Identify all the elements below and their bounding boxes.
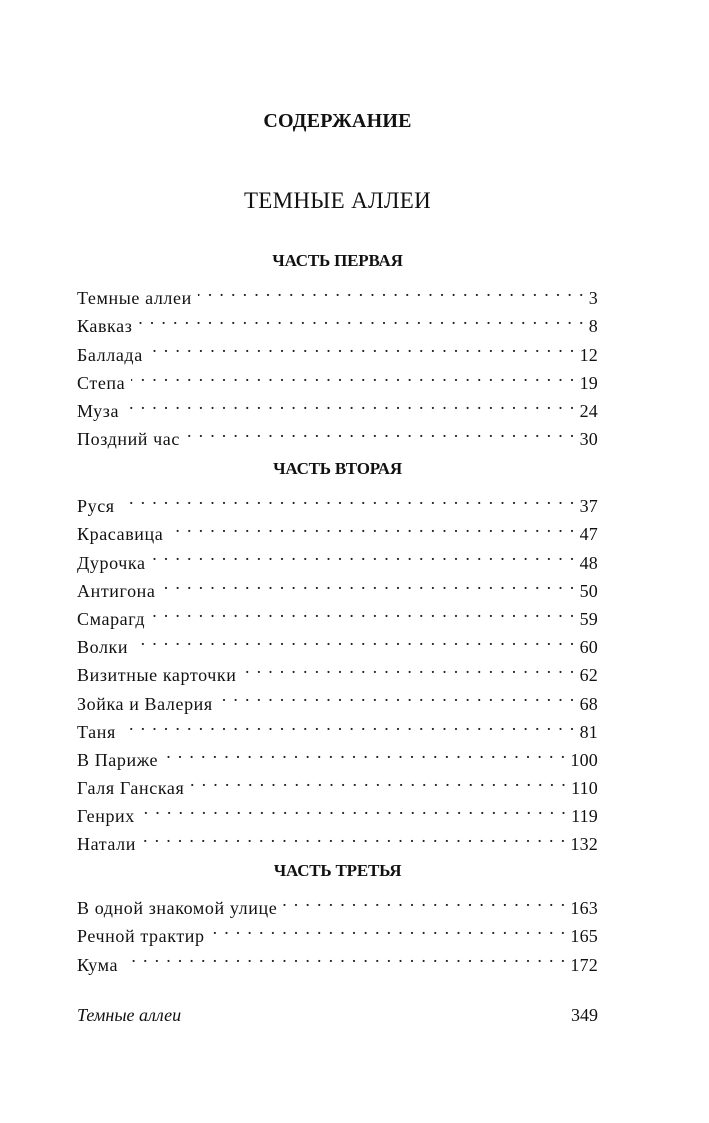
dot-leader — [198, 276, 585, 304]
toc-entry[interactable] — [77, 361, 598, 393]
dot-leader — [141, 794, 567, 822]
toc-entry[interactable] — [77, 484, 598, 517]
dot-leader — [131, 361, 575, 389]
entry-page-number: 60 — [579, 637, 598, 658]
entry-page-number: 62 — [579, 665, 598, 686]
entry-page-number: 19 — [579, 372, 598, 393]
page-number: 349 — [571, 1005, 598, 1025]
dot-leader — [169, 512, 575, 540]
entry-page-number: 30 — [579, 429, 598, 450]
toc-entry[interactable] — [77, 886, 598, 919]
entry-page-number: 172 — [570, 954, 598, 975]
entry-title: Дурочка — [77, 552, 146, 573]
dot-leader — [152, 540, 576, 568]
dot-leader — [125, 389, 576, 417]
entry-title: Антигона — [77, 580, 156, 601]
dot-leader — [211, 914, 567, 942]
dot-leader — [219, 681, 576, 709]
dot-leader — [151, 597, 575, 625]
toc-entry[interactable] — [77, 417, 598, 450]
dot-leader — [164, 738, 566, 766]
entry-title: В одной знакомой улице — [77, 898, 278, 919]
entry-title: Волки — [77, 637, 129, 658]
dot-leader — [142, 822, 566, 850]
toc-entry[interactable] — [77, 738, 598, 770]
dot-leader — [190, 766, 567, 794]
toc-entry[interactable] — [77, 794, 598, 827]
dot-leader — [122, 710, 576, 738]
toc-entry[interactable] — [77, 304, 598, 337]
entry-page-number: 59 — [579, 608, 598, 629]
entry-page-number: 37 — [579, 496, 598, 517]
toc-entry[interactable] — [77, 512, 598, 545]
entry-title: Степа — [77, 372, 126, 393]
toc-entry[interactable] — [77, 942, 598, 975]
toc-entry[interactable] — [77, 597, 598, 629]
entry-page-number: 110 — [571, 778, 598, 799]
entry-page-number: 68 — [579, 693, 598, 714]
entry-page-number: 50 — [579, 580, 598, 601]
contents-heading: СОДЕРЖАНИЕ — [263, 110, 412, 132]
section-part-three — [77, 859, 598, 975]
section-part-two — [77, 457, 598, 855]
toc-entry[interactable] — [77, 569, 598, 601]
entry-title: Галя Ганская — [77, 778, 185, 799]
toc-entry[interactable] — [77, 625, 598, 658]
section-heading: ЧАСТЬ ТРЕТЬЯ — [273, 861, 402, 880]
section-heading: ЧАСТЬ ВТОРАЯ — [273, 459, 402, 478]
entry-title: Генрих — [77, 806, 135, 827]
running-title: Темные аллеи — [77, 1005, 182, 1025]
entry-title: Зойка и Валерия — [77, 693, 213, 714]
entry-page-number: 3 — [588, 288, 598, 309]
toc-entry[interactable] — [77, 332, 598, 365]
dot-leader — [149, 332, 576, 360]
entry-page-number: 119 — [571, 806, 598, 827]
entry-page-number: 100 — [570, 749, 598, 770]
entry-title: Муза — [77, 400, 120, 421]
toc-entry[interactable] — [77, 822, 598, 855]
dot-leader — [283, 886, 566, 914]
dot-leader — [242, 653, 575, 681]
dot-leader — [134, 625, 575, 653]
entry-title: Визитные карточки — [77, 665, 237, 686]
entry-title: Таня — [77, 721, 116, 742]
entry-title: В Париже — [77, 749, 159, 770]
entry-title: Баллада — [77, 344, 143, 365]
entry-title: Красавица — [77, 524, 164, 545]
dot-leader — [121, 484, 576, 512]
entry-title: Речной трактир — [77, 926, 205, 947]
entry-page-number: 132 — [570, 834, 598, 855]
entry-title: Руся — [77, 496, 115, 517]
entry-page-number: 24 — [579, 400, 598, 421]
section-heading: ЧАСТЬ ПЕРВАЯ — [272, 251, 403, 270]
entry-title: Темные аллеи — [77, 288, 192, 309]
dot-leader — [138, 304, 584, 332]
toc-entry[interactable] — [77, 276, 598, 309]
entry-page-number: 8 — [588, 316, 598, 337]
entry-page-number: 47 — [579, 524, 598, 545]
section-part-one — [77, 249, 598, 450]
entry-title: Кума — [77, 954, 119, 975]
entry-title: Поздний час — [77, 429, 180, 450]
entry-page-number: 165 — [570, 926, 598, 947]
entry-page-number: 12 — [579, 344, 598, 365]
entry-page-number: 81 — [579, 721, 598, 742]
entry-page-number: 163 — [570, 898, 598, 919]
toc-entry[interactable] — [77, 653, 598, 686]
dot-leader — [162, 569, 576, 597]
entry-title: Натали — [77, 834, 136, 855]
toc-entry[interactable] — [77, 389, 598, 421]
toc-entry[interactable] — [77, 540, 598, 573]
entry-page-number: 48 — [579, 552, 598, 573]
book-title: ТЕМНЫЕ АЛЛЕИ — [243, 188, 432, 213]
dot-leader — [186, 417, 576, 445]
toc-entry[interactable] — [77, 710, 598, 742]
page-footer — [77, 1002, 598, 1028]
entry-title: Кавказ — [77, 316, 133, 337]
dot-leader — [124, 942, 566, 970]
entry-title: Смарагд — [77, 608, 146, 629]
